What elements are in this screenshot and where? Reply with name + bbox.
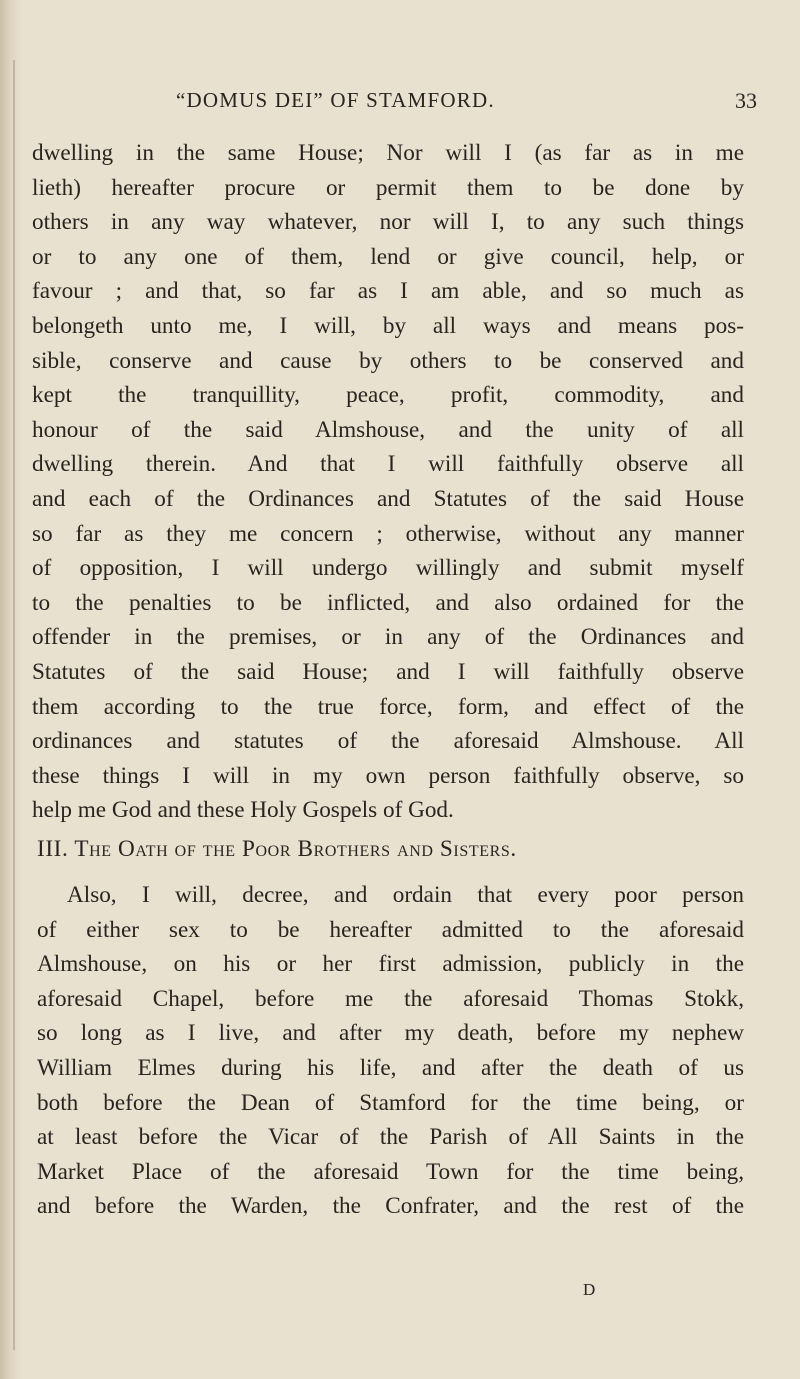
- text-line: ordinances and statutes of the aforesaid Almshouse. All: [32, 728, 744, 755]
- section-heading: III. The Oath of the Poor Brothers and Sisters.: [37, 836, 517, 862]
- text-line: others in any way whatever, nor will I, to any such things: [32, 209, 744, 236]
- text-line: sible, conserve and cause by others to be conserved and: [32, 347, 744, 374]
- text-line: Statutes of the said House; and I will faithfully observe: [32, 659, 744, 685]
- text-line: offender in the premises, or in any of the Ordinances and: [32, 624, 744, 651]
- text-line: kept the tranquillity, peace, profit, commodity, and: [32, 382, 744, 409]
- text-line: or to any one of them, lend or give council, help, or: [32, 243, 744, 270]
- section-heading-block: [37, 832, 749, 866]
- text-line: honour of the said Almshouse, and the unity of all: [32, 416, 744, 443]
- signature-mark: D: [583, 1280, 596, 1299]
- gutter-shadow: [13, 60, 15, 1350]
- text-line: lieth) hereafter procure or permit them to be done by: [32, 174, 744, 201]
- text-line: William Elmes during his life, and after the death of us: [37, 1055, 744, 1081]
- text-line: aforesaid Chapel, before me the aforesaid Thomas Stokk,: [37, 985, 744, 1012]
- text-line: both before the Dean of Stamford for the time being, or: [37, 1089, 744, 1116]
- text-line: Also, I will, decree, and ordain that every poor person: [67, 882, 744, 908]
- text-line: so far as they me concern ; otherwise, without any manner: [32, 520, 744, 547]
- text-line: dwelling therein. And that I will faithfully observe all: [32, 451, 744, 478]
- text-line: to the penalties to be inflicted, and also ordained for the: [32, 589, 744, 616]
- text-line: them according to the true force, form, and effect of the: [32, 693, 744, 720]
- text-line: these things I will in my own person faithfully observe, so: [32, 762, 744, 789]
- binding-gutter: [0, 0, 22, 1379]
- text-line: so long as I live, and after my death, before my nephew: [37, 1020, 744, 1047]
- text-line: belongeth unto me, I will, by all ways and means pos-: [32, 313, 744, 339]
- text-line: Market Place of the aforesaid Town for the time being,: [37, 1158, 744, 1185]
- text-line: Almshouse, on his or her first admission, publicly in the: [37, 951, 744, 978]
- text-line: help me God and these Holy Gospels of God.: [32, 797, 454, 824]
- text-line: at least before the Vicar of the Parish of All Saints in the: [37, 1124, 744, 1151]
- page-number: 33: [735, 88, 757, 113]
- running-head: “DOMUS DEI” OF STAMFORD.: [176, 88, 495, 112]
- text-line: favour ; and that, so far as I am able, and so much as: [32, 278, 744, 305]
- text-line: and each of the Ordinances and Statutes of the said House: [32, 486, 744, 512]
- text-line: of either sex to be hereafter admitted to the aforesaid: [37, 916, 744, 943]
- text-line: dwelling in the same House; Nor will I (as far as in me: [32, 140, 744, 166]
- text-line: of opposition, I will undergo willingly and submit myself: [32, 555, 744, 582]
- page-header: [0, 88, 800, 118]
- text-line: and before the Warden, the Confrater, and the rest of the: [37, 1193, 744, 1220]
